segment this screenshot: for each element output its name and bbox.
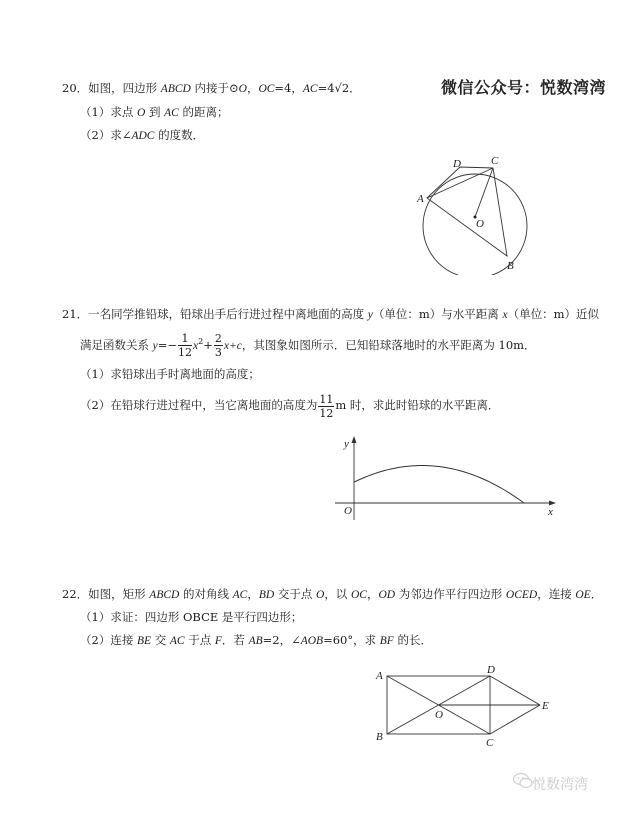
math: BF	[379, 635, 394, 647]
q21-part2	[80, 390, 499, 420]
text: 交	[151, 633, 170, 647]
text: ，其图象如图所示．已知铅球落地时的水平距离为 10m．	[241, 337, 536, 352]
math: BD	[258, 589, 275, 601]
math: x+c	[223, 339, 242, 352]
math: F	[214, 635, 222, 647]
q20-part2	[80, 127, 204, 143]
text: =4，	[274, 81, 303, 95]
math: y	[152, 339, 158, 352]
text: =−	[157, 337, 178, 352]
text: 于点	[184, 633, 215, 647]
label-e: E	[542, 700, 549, 712]
label-o: O	[435, 709, 443, 721]
math: AOB	[300, 635, 324, 647]
fraction-1-12	[178, 333, 192, 358]
exponent: 2	[198, 337, 204, 346]
math: y	[367, 309, 373, 321]
text: ，	[366, 587, 379, 601]
denominator: 12	[319, 406, 334, 420]
math: OC	[258, 83, 275, 95]
math: ABCD	[160, 83, 191, 95]
math: x	[193, 339, 199, 352]
text: （2）求∠	[80, 128, 132, 142]
label-b: B	[376, 731, 383, 743]
label-d: D	[487, 664, 495, 676]
q20-circle-figure	[400, 150, 540, 275]
text: 如图，矩形	[88, 587, 150, 601]
label-a: A	[376, 670, 383, 682]
denominator: 12	[178, 346, 193, 360]
text: （单位：m）与水平距离	[372, 307, 503, 321]
wechat-icon	[512, 771, 534, 791]
text: 到	[145, 105, 165, 119]
q21-trajectory-graph	[330, 430, 560, 525]
segment-de	[490, 676, 540, 705]
label-origin: O	[344, 505, 352, 517]
fraction-2-3	[214, 333, 223, 358]
fraction-11-12	[318, 394, 334, 419]
q21-line1	[62, 306, 599, 322]
text: 的长．	[393, 633, 432, 647]
text: 的度数．	[154, 128, 205, 142]
q21-part1: （1）求铅球出手时离地面的高度；	[80, 367, 260, 381]
text: 满足函数关系	[80, 337, 153, 352]
trajectory-curve	[354, 466, 524, 504]
text: （2）在铅球行进过程中，当它离地面的高度为	[80, 398, 318, 412]
text: =2，∠	[262, 633, 301, 647]
text: 的对角线	[179, 587, 233, 601]
text: =60°，求	[323, 633, 380, 647]
text: ．	[590, 587, 603, 601]
watermark-top: 微信公众号：悦数湾湾	[441, 78, 607, 97]
q21-line2	[80, 327, 536, 361]
text: ，以	[324, 587, 351, 601]
text: （单位：m）近似	[507, 307, 599, 321]
q22-rectangle-figure	[370, 660, 560, 750]
math: AB	[248, 635, 263, 647]
q22-part2	[80, 632, 432, 648]
text: 一名同学推铅球，铅球出手后行进过程中离地面的高度	[88, 307, 368, 321]
label-b: B	[507, 260, 514, 272]
denominator: 3	[214, 346, 222, 360]
text: ．若	[221, 633, 249, 647]
text: 为邻边作平行四边形	[395, 587, 506, 601]
segment-ce	[490, 705, 540, 734]
label-o: O	[476, 218, 484, 230]
q20-stem	[62, 80, 361, 96]
q22-stem	[62, 586, 602, 602]
q21-number: 21．	[62, 307, 89, 321]
math: O	[238, 83, 247, 95]
text: （1）求点	[80, 105, 137, 119]
q20-part1	[80, 104, 228, 120]
math: O	[316, 589, 325, 601]
text: 的距离；	[178, 105, 229, 119]
math: O	[136, 107, 146, 119]
text: 如图，四边形	[88, 81, 161, 95]
label-d: D	[453, 158, 461, 170]
x-axis-arrow	[549, 501, 556, 506]
segment-ac	[427, 168, 493, 198]
math: OE	[575, 589, 591, 601]
text: 内接于⊙	[190, 81, 239, 95]
label-x: x	[548, 506, 553, 518]
text: （2）连接	[80, 633, 137, 647]
label-c: C	[486, 737, 494, 749]
label-y: y	[344, 438, 349, 450]
watermark-bottom-text: 悦数湾湾	[532, 777, 588, 793]
numerator: 11	[319, 392, 334, 406]
text: m 时，求此时铅球的水平距离．	[335, 398, 500, 412]
math: AC	[302, 83, 318, 95]
math: OC	[350, 589, 367, 601]
q22-number: 22．	[62, 587, 89, 601]
math: BE	[136, 635, 152, 647]
quadrilateral-abcd	[427, 167, 507, 256]
numerator: 1	[178, 333, 192, 346]
text: ，	[247, 587, 259, 601]
numerator: 2	[214, 332, 222, 346]
math: ABCD	[149, 589, 180, 601]
math: ADC	[131, 130, 155, 142]
label-a: A	[417, 193, 424, 205]
text: ，	[246, 81, 259, 95]
text: +	[203, 337, 213, 352]
text: =4√2．	[317, 81, 361, 95]
math: x	[502, 309, 508, 321]
math: AC	[164, 107, 179, 119]
text: 交于点	[274, 587, 316, 601]
text: ，连接	[537, 587, 576, 601]
math: OCED	[505, 589, 538, 601]
label-c: C	[491, 155, 499, 167]
math: AC	[169, 635, 185, 647]
math: OD	[378, 589, 396, 601]
q20-number: 20．	[62, 81, 89, 95]
q22-part1: （1）求证：四边形 OBCE 是平行四边形；	[80, 610, 303, 624]
math: AC	[232, 589, 248, 601]
y-axis-arrow	[352, 436, 357, 443]
